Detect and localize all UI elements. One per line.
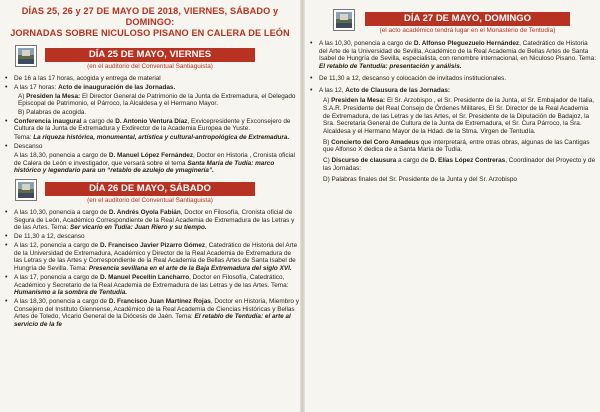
list-item: • De 16 a las 17 horas, acogida y entrega de material xyxy=(0,75,300,83)
list-item: • A las 12, Acto de Clausura de las Jornadas: xyxy=(305,87,596,95)
day26-list xyxy=(0,209,300,329)
day27-list xyxy=(305,40,600,94)
day26-heading xyxy=(45,182,255,205)
list-item: • A las 12, ponencia a cargo de D. Francisco Javier Pizarro Gómez, Catedrático de Historia del Arte de la Universidad de Extremadura, Académico y Director de la Real Academia de Extremadura de las Letras y de las Artes y Correspondiente de la Real Academia de Bellas Artes de Santa Isabel de Hungría de Sevilla. Tema: Presencia sevillana en el arte de la Baja Extremadura del siglo XVI. xyxy=(0,242,300,273)
list-item: A las 18,30, ponencia a cargo de D. Manuel López Fernández, Doctor en Historia , Cronista oficial de Calera de León e investigador, que versará sobre el tema Santa María de Tudía: marco histórico y legendario para un “retablo de azulejo de ymaginería”. xyxy=(14,151,295,175)
monastery-emblem-icon xyxy=(15,45,37,67)
day25-acogida: B) Palabras de acogida. xyxy=(18,109,87,116)
header-banner xyxy=(6,6,294,39)
day25-list-2 xyxy=(0,118,300,175)
list-item: • A las 17 horas: Acto de inauguración de las Jornadas. xyxy=(0,84,300,92)
day25-title: DÍA 25 DE MAYO, VIERNES xyxy=(45,48,255,62)
day26-title: DÍA 26 DE MAYO, SÁBADO xyxy=(45,182,255,196)
day27-palabras: D) Palabras finales del Sr. Presidente de la Junta y del Sr. Arzobispo xyxy=(323,175,517,183)
day27-place: (el acto académico tendrá lugar en el Monasterio de Tentudía) xyxy=(379,27,556,34)
list-item: • A las 17, ponencia a cargo de D. Manuel Pecellín Lancharro, Doctor en Filosofía, Catedrático, Académico y Secretario de la Real Academia de Extremadura de las Letras y de las Artes. Tema: Humanismo a la sombra de Tentudía. xyxy=(0,274,300,297)
day27-concierto: B) Concierto del Coro Amadeus que interpretará, entre otras obras, algunas de las Cantigas que Alfonso X dedica de a Santa María de Tudía. xyxy=(323,138,590,154)
day25-list xyxy=(0,75,300,92)
day26-place: (en el auditorio del Conventual Santiaguista) xyxy=(87,196,213,204)
right-column xyxy=(305,0,600,412)
day27-title: DÍA 27 DE MAYO, DOMINGO xyxy=(365,12,570,26)
list-item: • De 11,30 a 12, descanso xyxy=(0,233,300,241)
day27-heading xyxy=(365,12,570,35)
header-line-2: JORNADAS SOBRE NICULOSO PISANO EN CALERA DE LEÓN xyxy=(10,28,290,38)
day27-mesa: A) Presiden la Mesa: El Sr. Arzobispo , el Sr. Presidente de la Junta, el Sr. Embajador de Italia, S.A.R. Presidente del Real Consejo de Órdenes Militares, El Sr. Director de la Real Academia de Extremadura, de las Letras y de las Artes, el Sr. Presidente de la Diputación de Badajoz, la Sra. Secretaria General de Cultura de la Junta de Extremadura, el Sr. Cura Párroco, la Sra. Alcaldesa y el Hermano Mayor de la Hdad. de la Stma. Virgen de Tentudía. xyxy=(323,97,595,136)
list-item: • A las 18,30, ponencia a cargo de D. Francisco Juan Martínez Rojas, Doctor en Historia, Miembro y Consejero del Instituto Giennense, Académico de la Real Academia de Ciencias Históricas y Bellas Artes de Toledo, Vicario General de la Diócesis de Jaén. Tema: El retablo de Tentudía: el arte al servicio de la fe xyxy=(0,298,300,329)
monastery-emblem-icon xyxy=(333,9,355,31)
list-item: • A las 10,30, ponencia a cargo de D. Alfonso Pleguezuelo Hernández, Catedrático de Historia del Arte de la Universidad de Sevilla, Académico de la Real Academia de Bellas Artes de Santa Isabel de Hungría de Sevilla, especialista, con renombre internacional, en Niculoso Pisano. Tema: El retablo de Tentudía: presentación y análisis. xyxy=(305,40,596,71)
day25-place: (en el auditorio del Conventual Santiaguista) xyxy=(87,63,213,70)
list-item: • Descanso xyxy=(0,143,300,151)
header-line-1: DÍAS 25, 26 y 27 DE MAYO DE 2018, VIERNES, SÁBADO y DOMINGO: xyxy=(21,6,279,27)
list-item: Tema: La riqueza histórica, monumental, artística y cultural-antropológica de Extremadura. xyxy=(14,134,290,142)
day27-discurso: C) Discurso de clausura a cargo de D. Elías López Contreras, Coordinador del Proyecto y de las Jornadas: xyxy=(323,157,596,172)
list-item: • De 11,30 a 12, descanso y colocación de invitados institucionales. xyxy=(305,75,596,83)
day25-mesa: A) Presiden la Mesa: El Director General de Patrimonio de la Junta de Extremadura, el Delegado Episcopal de Patrimonio, el Párroco, la Alcaldesa y el Hermano Mayor. xyxy=(18,92,296,108)
monastery-emblem-icon xyxy=(15,179,37,201)
list-item: • A las 10,30, ponencia a cargo de D. Andrés Oyola Fabián, Doctor en Filosofía, Cronista oficial de Segura de León, Académico Correspondiente de la Real Academia de Extremadura de las Letras y de las Artes. Tema: Ser vicario en Tudía: Juan Riero y su tiempo. xyxy=(0,209,300,232)
list-item: • Conferencia inaugural a cargo de D. Antonio Ventura Díaz, Exvicepresidente y Exconsejero de Cultura de la Junta de Extremadura y Exdirector de la Academia Europea de Yuste. xyxy=(0,118,300,133)
day25-heading xyxy=(45,48,255,71)
